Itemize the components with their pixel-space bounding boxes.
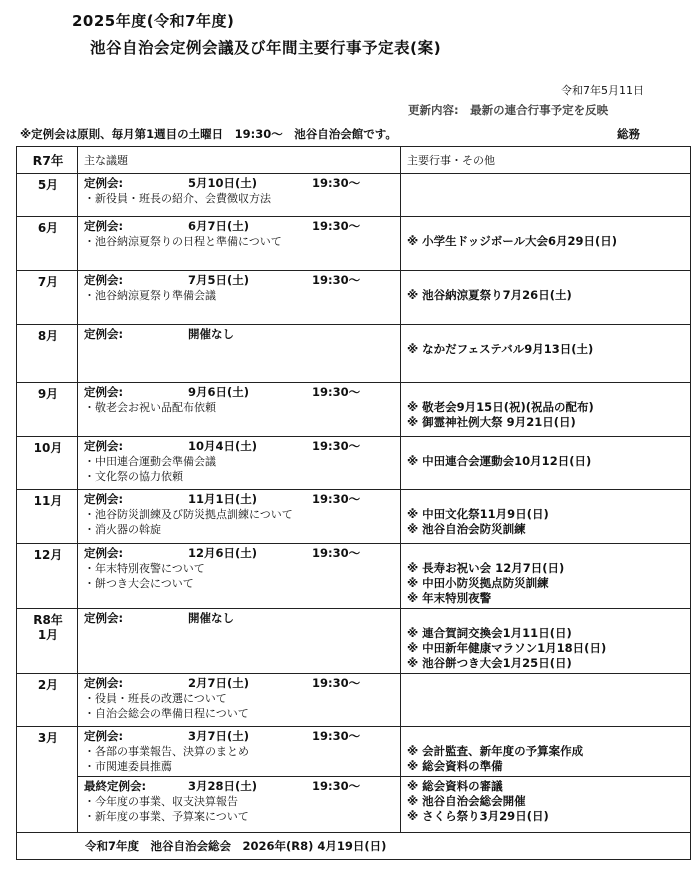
event-item: ※ 池谷納涼夏祭り7月26日(土) [407,288,572,302]
month-cell: 3月 [17,727,78,833]
meeting-time: 19:30〜 [312,273,361,287]
meeting-label: 定例会: [84,546,124,560]
events-cell [401,383,691,437]
events-cell [401,674,691,727]
meeting-time: 19:30〜 [312,439,361,453]
table-row [17,383,691,437]
table-row [17,437,691,490]
agenda-item: ・敬老会お祝い品配布依頼 [84,401,216,414]
event-item: ※ 中田新年健康マラソン1月18日(日) [407,641,607,655]
meeting-line [84,492,396,507]
agenda-item: ・役員・班長の改選について [84,692,227,705]
agenda-item: ・池谷納涼夏祭りの日程と準備について [84,235,282,248]
month-cell: 9月 [17,383,78,437]
agenda-cell [78,437,401,490]
issue-date: 令和7年5月11日 [561,84,644,97]
meeting-date: 開催なし [188,611,234,625]
meeting-time: 19:30〜 [312,729,361,743]
meeting-date: 5月10日(土) [188,176,258,190]
events-cell [401,325,691,383]
agenda-cell [78,609,401,674]
department-label: 総務 [617,127,640,141]
meeting-label: 定例会: [84,611,124,625]
meeting-label: 定例会: [84,219,124,233]
meeting-label: 定例会: [84,176,124,190]
events-cell [401,727,691,777]
meeting-line [84,327,396,342]
meeting-line [84,611,396,626]
event-item: ※ 中田小防災拠点防災訓練 [407,576,549,590]
meeting-date: 7月5日(土) [188,273,250,287]
event-item: ※ 池谷自治会総会開催 [407,794,526,808]
meeting-label: 定例会: [84,273,124,287]
month-cell: 5月 [17,174,78,217]
agenda-cell [78,490,401,544]
event-item: ※ 総会資料の審議 [407,779,503,793]
month-cell: 2月 [17,674,78,727]
meeting-label: 定例会: [84,439,124,453]
meeting-label: 定例会: [84,492,124,506]
agenda-item: ・今年度の事業、収支決算報告 [84,795,238,808]
header-period: R7年 [17,147,78,174]
meeting-time: 19:30〜 [312,492,361,506]
agenda-item: ・中田連合運動会準備会議 [84,455,216,468]
table-row [17,544,691,609]
event-item: ※ 長寿お祝い会 12月7日(日) [407,561,565,575]
meeting-date: 12月6日(土) [188,546,258,560]
events-cell [401,437,691,490]
event-item: ※ 総会資料の準備 [407,759,503,773]
meeting-line [84,273,396,288]
meeting-line [84,729,396,744]
agenda-item: ・文化祭の協力依頼 [84,470,183,483]
meeting-line [84,219,396,234]
month-cell: 11月 [17,490,78,544]
meeting-time: 19:30〜 [312,676,361,690]
month-cell: 6月 [17,217,78,271]
month-cell: 8月 [17,325,78,383]
meeting-label: 定例会: [84,676,124,690]
agenda-item: ・新役員・班長の紹介、会費徴収方法 [84,192,271,205]
meeting-line [84,385,396,400]
title-year: 2025年度(令和7年度) [72,12,235,30]
agenda-cell [78,271,401,325]
events-cell [401,271,691,325]
meeting-label: 定例会: [84,385,124,399]
meeting-label: 最終定例会: [84,779,147,793]
meeting-line [84,676,396,691]
agenda-cell [78,544,401,609]
meeting-date: 10月4日(土) [188,439,258,453]
event-item: ※ 中田連合会運動会10月12日(日) [407,454,592,468]
agenda-cell [78,174,401,217]
agenda-item: ・池谷納涼夏祭り準備会議 [84,289,216,302]
meeting-date: 11月1日(土) [188,492,258,506]
agenda-item: ・各部の事業報告、決算のまとめ [84,745,249,758]
meeting-date: 6月7日(土) [188,219,250,233]
meeting-date: 2月7日(土) [188,676,250,690]
event-item: ※ 連合賀詞交換会1月11日(日) [407,626,572,640]
table-row [17,271,691,325]
meeting-time: 19:30〜 [312,385,361,399]
table-row [17,217,691,271]
agenda-item: ・新年度の事業、予算案について [84,810,249,823]
event-item: ※ 年末特別夜警 [407,591,492,605]
event-item: ※ なかだフェステバル9月13日(土) [407,342,594,356]
table-header-row [17,147,691,174]
table-row [17,609,691,674]
event-item: ※ 会計監査、新年度の予算案作成 [407,744,584,758]
event-item: ※ 敬老会9月15日(祝)(祝品の配布) [407,400,594,414]
table-row [17,674,691,727]
meeting-time: 19:30〜 [312,546,361,560]
table-row [17,727,691,777]
events-cell [401,777,691,833]
table-row [17,174,691,217]
meeting-rule-note: ※定例会は原則、毎月第1週目の土曜日 19:30〜 池谷自治会館です。 [20,127,397,141]
event-item: ※ さくら祭り3月29日(日) [407,809,549,823]
meeting-label: 定例会: [84,327,124,341]
events-cell [401,609,691,674]
meeting-time: 19:30〜 [312,176,361,190]
agenda-item: ・自治会総会の準備日程について [84,707,249,720]
month-cell: 7月 [17,271,78,325]
meeting-date: 9月6日(土) [188,385,250,399]
agenda-cell [78,217,401,271]
month-cell: R8年 1月 [17,609,78,674]
meeting-label: 定例会: [84,729,124,743]
meeting-line [84,176,396,191]
events-cell [401,174,691,217]
meeting-time: 19:30〜 [312,779,361,793]
page-title: 池谷自治会定例会議及び年間主要行事予定表(案) [90,39,442,57]
table-row [17,777,691,833]
meeting-time: 19:30〜 [312,219,361,233]
meeting-date: 開催なし [188,327,234,341]
month-cell: 10月 [17,437,78,490]
schedule-table [16,146,691,860]
general-meeting-note: 令和7年度 池谷自治会総会 2026年(R8) 4月19日(日) [17,833,691,860]
agenda-item: ・消火器の斡旋 [84,523,161,536]
agenda-cell [78,674,401,727]
agenda-item: ・年末特別夜警について [84,562,205,575]
agenda-cell [78,777,401,833]
meeting-date: 3月7日(土) [188,729,250,743]
events-cell [401,490,691,544]
footer-row [17,833,691,860]
table-row [17,325,691,383]
meeting-date: 3月28日(土) [188,779,258,793]
update-note: 更新内容: 最新の連合行事予定を反映 [408,103,609,117]
event-item: ※ 池谷自治会防災訓練 [407,522,526,536]
event-item: ※ 中田文化祭11月9日(日) [407,507,549,521]
event-item: ※ 小学生ドッジボール大会6月29日(日) [407,234,618,248]
meeting-line [84,439,396,454]
event-item: ※ 池谷餅つき大会1月25日(日) [407,656,572,670]
agenda-item: ・池谷防災訓練及び防災拠点訓練について [84,508,293,521]
month-cell: 12月 [17,544,78,609]
agenda-cell [78,383,401,437]
header-events: 主要行事・その他 [401,147,691,174]
agenda-item: ・市関連委員推薦 [84,760,172,773]
meeting-line [84,546,396,561]
meeting-line [84,779,396,794]
events-cell [401,217,691,271]
agenda-cell [78,325,401,383]
event-item: ※ 御霊神社例大祭 9月21日(日) [407,415,576,429]
table-row [17,490,691,544]
events-cell [401,544,691,609]
header-agenda: 主な議題 [78,147,401,174]
agenda-cell [78,727,401,777]
agenda-item: ・餅つき大会について [84,577,194,590]
